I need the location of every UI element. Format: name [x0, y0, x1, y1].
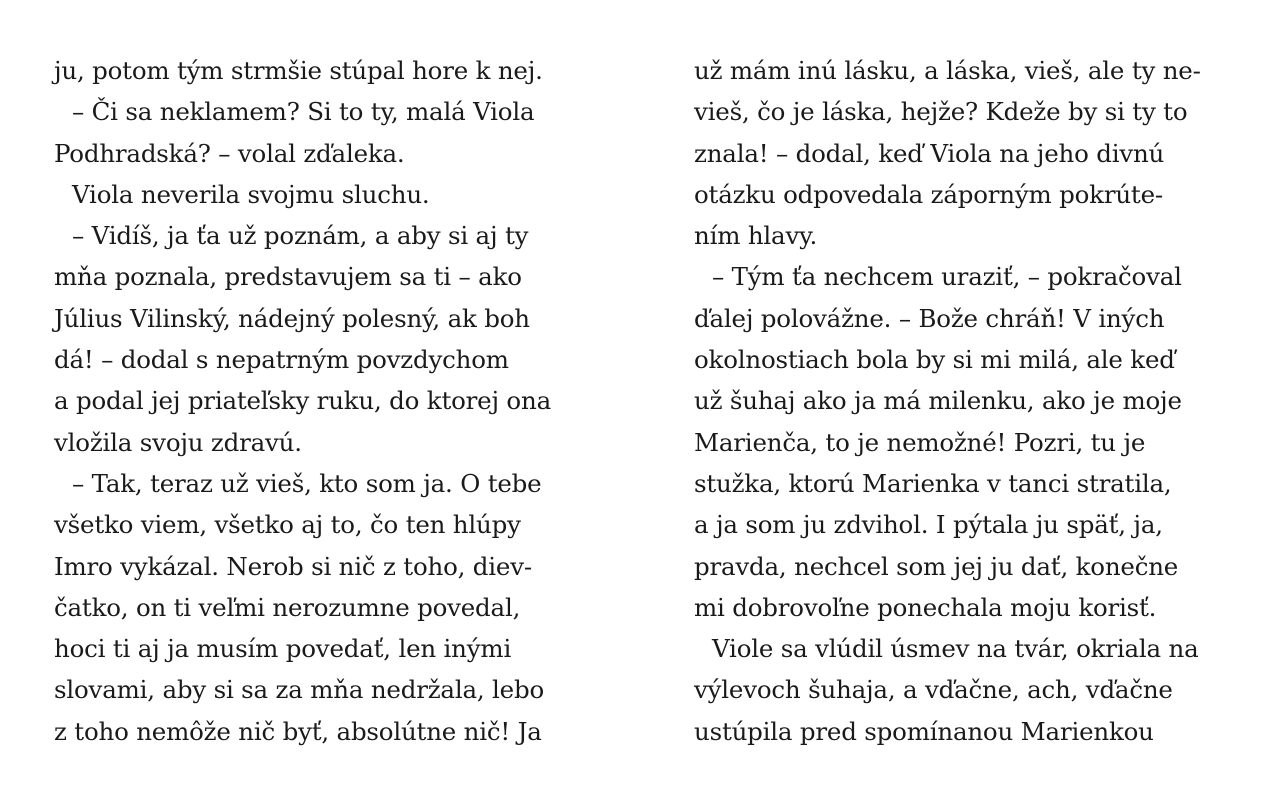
- text-line: okolnostiach bola by si mi milá, ale keď: [694, 345, 1175, 375]
- text-line: – Tým ťa nechcem uraziť, – pokračoval: [712, 262, 1182, 292]
- text-line: – Vidíš, ja ťa už poznám, a aby si aj ty: [72, 221, 529, 251]
- text-line: stužka, ktorú Marienka v tanci stratila,: [694, 468, 1172, 498]
- text-line: a podal jej priateľsky ruku, do ktorej ona: [54, 386, 551, 416]
- text-line: mňa poznala, predstavujem sa ti – ako: [54, 262, 522, 292]
- text-line: Július Vilinský, nádejný polesný, ak boh: [54, 303, 530, 333]
- text-line: z toho nemôže nič byť, absolútne nič! Ja: [54, 716, 542, 746]
- text-line: už šuhaj ako ja má milenku, ako je moje: [694, 386, 1182, 416]
- text-line: – Či sa neklamem? Si to ty, malá Viola: [72, 97, 535, 127]
- left-page: [54, 50, 614, 752]
- text-line: hoci ti aj ja musím povedať, len inými: [54, 634, 512, 664]
- text-line: výlevoch šuhaja, a vďačne, ach, vďačne: [694, 675, 1173, 705]
- text-line: Viole sa vlúdil úsmev na tvár, okriala na: [712, 634, 1199, 664]
- text-line: otázku odpovedala záporným pokrúte-: [694, 179, 1163, 209]
- text-line: Imro vykázal. Nerob si nič z toho, diev-: [54, 551, 532, 581]
- text-line: mi dobrovoľne ponechala moju korisť.: [694, 592, 1157, 622]
- text-line: Marienča, to je nemožné! Pozri, tu je: [694, 427, 1146, 457]
- text-line: – Tak, teraz už vieš, kto som ja. O tebe: [72, 468, 542, 498]
- text-line: znala! – dodal, keď Viola na jeho divnú: [694, 138, 1165, 168]
- text-line: vložila svoju zdravú.: [54, 427, 302, 457]
- text-line: už mám inú lásku, a láska, vieš, ale ty ne-: [694, 56, 1201, 85]
- text-line: ďalej polovážne. – Bože chráň! V iných: [694, 303, 1165, 333]
- text-line: Viola neverila svojmu sluchu.: [72, 179, 430, 209]
- text-line: ustúpila pred spomínanou Marienkou: [694, 716, 1154, 746]
- text-line: a ja som ju zdvihol. I pýtala ju späť, ja,: [694, 510, 1163, 540]
- text-line: ju, potom tým strmšie stúpal hore k nej.: [54, 56, 543, 85]
- text-line: ním hlavy.: [694, 221, 818, 251]
- text-line: slovami, aby si sa za mňa nedržala, lebo: [54, 675, 545, 705]
- text-line: Podhradská? – volal zďaleka.: [54, 138, 405, 168]
- text-line: pravda, nechcel som jej ju dať, konečne: [694, 551, 1179, 581]
- text-line: dá! – dodal s nepatrným povzdychom: [54, 345, 509, 375]
- right-page: [694, 50, 1254, 752]
- text-line: vieš, čo je láska, hejže? Kdeže by si ty to: [694, 97, 1188, 127]
- text-line: všetko viem, všetko aj to, čo ten hlúpy: [54, 510, 521, 540]
- text-line: čatko, on ti veľmi nerozumne povedal,: [54, 592, 521, 622]
